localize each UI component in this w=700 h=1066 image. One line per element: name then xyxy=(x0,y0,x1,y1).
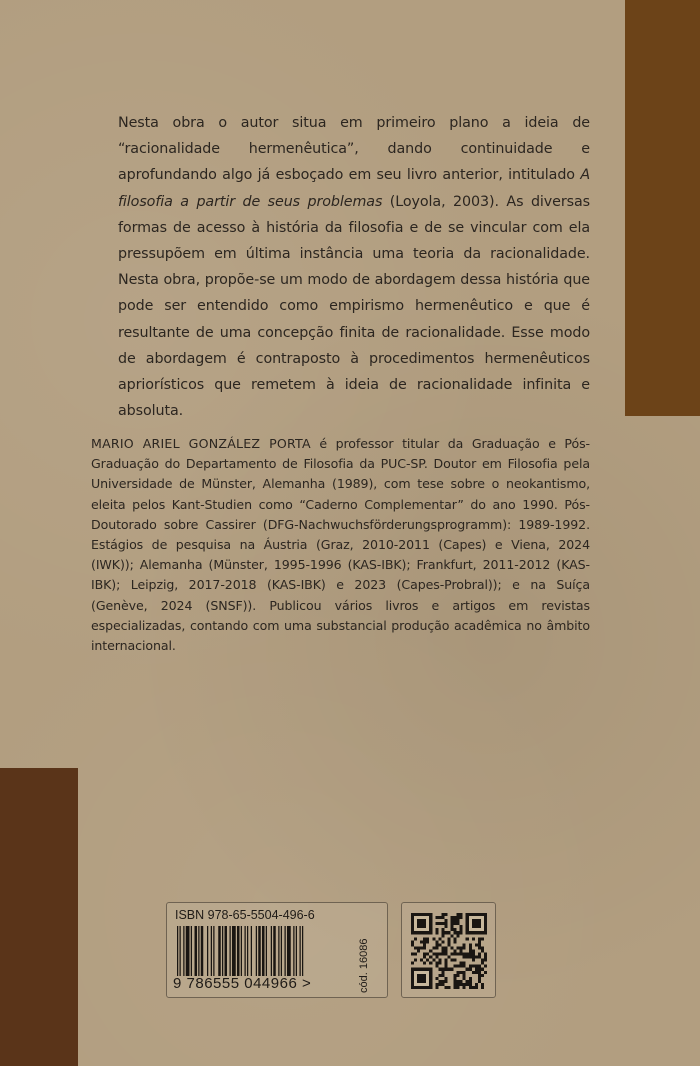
synopsis-text xyxy=(118,110,590,424)
decorative-band-top xyxy=(625,0,700,416)
book-title: A filosofia a partir de seus problemas xyxy=(118,167,590,210)
author-name: MARIO ARIEL GONZÁLEZ PORTA xyxy=(91,436,311,451)
isbn-label: ISBN 978-65-5504-496-6 xyxy=(175,908,315,922)
qr-code-image xyxy=(411,913,487,989)
synopsis-part-2: (Loyola, 2003). As diversas formas de acesso à história da filosofia e de se vincular com ela pressupõem em última instância uma teoria da racionalidade. Nesta obra, propõe-se um modo de abordagem dessa história que pode ser entendido como empirismo hermenêutico e que é resultante de uma concepção finita de racionalidade. Esse modo de abordagem é contraposto à procedimentos hermenêuticos apriorísticos que remetem à ideia de racionalidade infinita e absoluta. xyxy=(118,193,590,420)
decorative-band-bottom xyxy=(0,768,78,1066)
isbn-barcode-box xyxy=(166,902,388,998)
product-code: cód. 16086 xyxy=(358,938,370,993)
bio-text: é professor titular da Graduação e Pós-Graduação do Departamento de Filosofia da PUC-SP. Doutor em Filosofia pela Universidade de Münster, Alemanha (1989), com tese sobre o neokantismo, eleita pelos Kant-Studien como “Caderno Complementar” do ano 1990. Pós-Doutorado sobre Cassirer (DFG-Nachwuchsförderungsprogramm): 1989-1992. Estágios de pesquisa na Áustria (Graz, 2010-2011 (Capes) e Viena, 2024 (IWK)); Alemanha (Münster, 1995-1996 (KAS-IBK); Frankfurt, 2011-2012 (KAS-IBK); Leipzig, 2017-2018 (KAS-IBK) e 2023 (Capes-Probral)); e na Suíça (Genève, 2024 (SNSF)). Publicou vários livros e artigos em revistas especializadas, contando com uma substancial produção acadêmica no âmbito internacional. xyxy=(91,436,590,654)
qr-code-box xyxy=(401,902,496,998)
synopsis-part-1: Nesta obra o autor situa em primeiro plano a ideia de “racionalidade hermenêutica”, dando continuidade e aprofundando algo já esboçado em seu livro anterior, intitulado xyxy=(118,115,590,184)
barcode-digits: 9 786555 044966 > xyxy=(173,975,312,992)
barcode-image xyxy=(177,926,355,976)
author-bio xyxy=(91,434,590,656)
